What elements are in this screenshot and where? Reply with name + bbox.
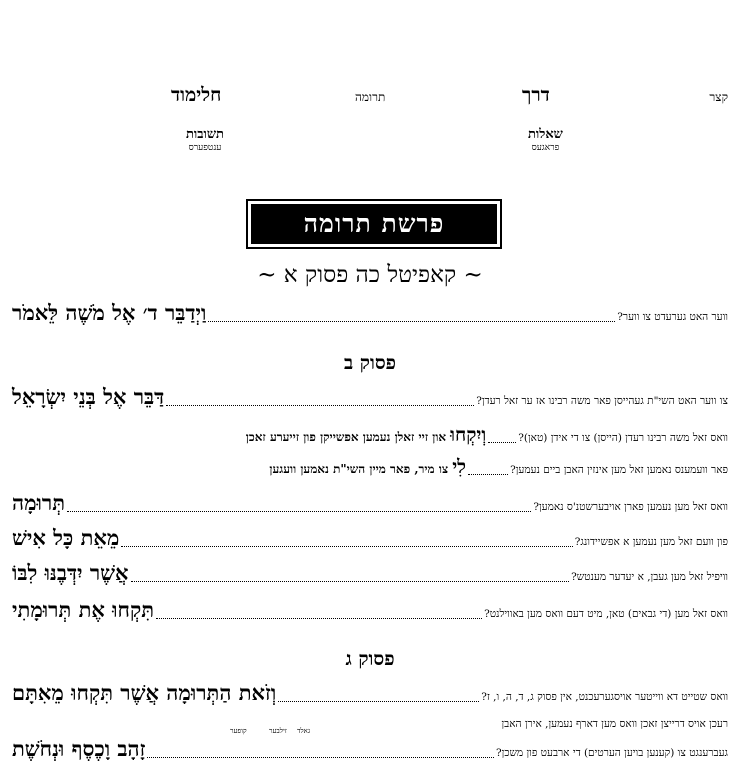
question-text: וואס זאל משה רבינו רעדן (הייסן) צו די אידן (טאן)?	[518, 432, 728, 444]
qa-row	[12, 424, 728, 447]
verse-answer: וְיִקְחוּ	[450, 424, 487, 446]
verse-translation: און זיי זאלן נעמען אפשייקן פון זייערע זאכן	[245, 430, 447, 444]
question-text: צו ווער האט השי"ת געהייסן פאר משה רבינו אז ער זאל רעדן?	[476, 395, 728, 407]
question-text: רעכן אויס דרייצן זאכן וואס מען דארף נעמען, אירן האבן	[501, 718, 728, 730]
leader-dots	[488, 441, 516, 443]
parsha-title: פרשת תרומה	[251, 204, 497, 244]
verse-answer: מֵאֵת כָּל אִישׁ	[12, 525, 120, 550]
qa-row	[12, 680, 728, 706]
gloss-silver: זילבער	[269, 727, 287, 735]
verse-answer: וַיְדַבֵּר ד׳ אֶל מֹשֶׁה לֵּאמֹר	[12, 300, 207, 325]
question-text: געברענגט צו (קענען בויען הערטים) די ארבעט פון משכן?	[496, 747, 728, 759]
top-navigation	[0, 80, 740, 170]
leader-dots	[468, 473, 508, 475]
nav-link-answers[interactable]	[186, 126, 224, 153]
verse-c-heading: פסוק ג	[345, 648, 395, 670]
nav-link-limud[interactable]: חלימוד	[171, 84, 222, 106]
verse-answer: תְּרוּמָה	[12, 490, 66, 515]
leader-dots	[67, 510, 531, 512]
nav-link-derech[interactable]: דרך	[522, 84, 550, 106]
leader-dots	[166, 404, 474, 406]
qa-row	[12, 490, 728, 516]
question-text: וואס זאל מען נעמען פארן אויבערשטנ'ס נאמען?	[533, 501, 728, 513]
verse-answer: לִי	[452, 456, 467, 478]
verse-answer: וְזֹאת הַתְּרוּמָה אֲשֶׁר תִּקְחוּ מֵאִתָּם	[12, 680, 277, 705]
question-text: וויפיל זאל מען געבן, א יעדער מענטש?	[571, 571, 728, 583]
qa-row	[12, 456, 728, 479]
parsha-title-box	[246, 199, 502, 249]
qa-row	[12, 300, 728, 326]
nav-link-questions[interactable]	[528, 126, 563, 153]
answers-sublabel: ענטפערס	[188, 143, 222, 153]
question-text: פאר וועמענס נאמען זאל מען אינזין האבן ביים נעמען?	[510, 464, 728, 476]
nav-link-teruma[interactable]: תרומה	[355, 90, 386, 104]
leader-dots	[208, 320, 615, 322]
leader-dots	[121, 545, 572, 547]
verse-answer: אֲשֶׁר יִדְּבֶנּוּ לִבּוֹ	[12, 560, 129, 585]
gloss-copper: קופער	[230, 727, 247, 735]
leader-dots	[156, 617, 482, 619]
qa-row-line1	[12, 718, 728, 730]
question-text: ווער האט גערעדט צו ווער?	[617, 311, 728, 323]
qa-row-line2	[12, 736, 728, 762]
verse-b-heading: פסוק ב	[344, 352, 396, 374]
verse-translation: צו מיר, פאר מיין השי"ת נאמען וועגען	[269, 462, 449, 476]
question-text: וואס שטייט דא ווייטער אויסגערעכנט, אין פסוק ג, ד, ה, ו, ז?	[481, 691, 728, 703]
leader-dots	[131, 580, 570, 582]
qa-row	[12, 384, 728, 410]
leader-dots	[147, 756, 494, 758]
leader-dots	[278, 700, 479, 702]
verse-answer: דַּבֵּר אֶל בְּנֵי יִשְׂרָאֵל	[12, 384, 165, 409]
gloss-gold: גאלד	[297, 727, 311, 735]
qa-row	[12, 560, 728, 586]
verse-answer: זָהָב וָכֶסֶף וּנְחֹשֶׁת	[12, 736, 146, 761]
qa-row	[12, 525, 728, 551]
questions-label: שאלות	[528, 127, 563, 142]
verse-answer: תִּקְחוּ אֶת תְּרוּמָתִי	[12, 597, 155, 622]
chapter-heading: ~ קאפיטל כה פסוק א ~	[257, 262, 483, 288]
qa-row	[12, 597, 728, 623]
questions-sublabel: פראגעס	[531, 143, 560, 153]
question-text: וואס זאל מען (די גבאים) טאן, מיט דעם וואס מען באווילנט?	[484, 608, 728, 620]
answers-label: תשובות	[186, 127, 224, 142]
question-text: פון וועם זאל מען נעמען א אפשיידונג?	[574, 536, 728, 548]
nav-link-short[interactable]: קצר	[709, 90, 728, 104]
